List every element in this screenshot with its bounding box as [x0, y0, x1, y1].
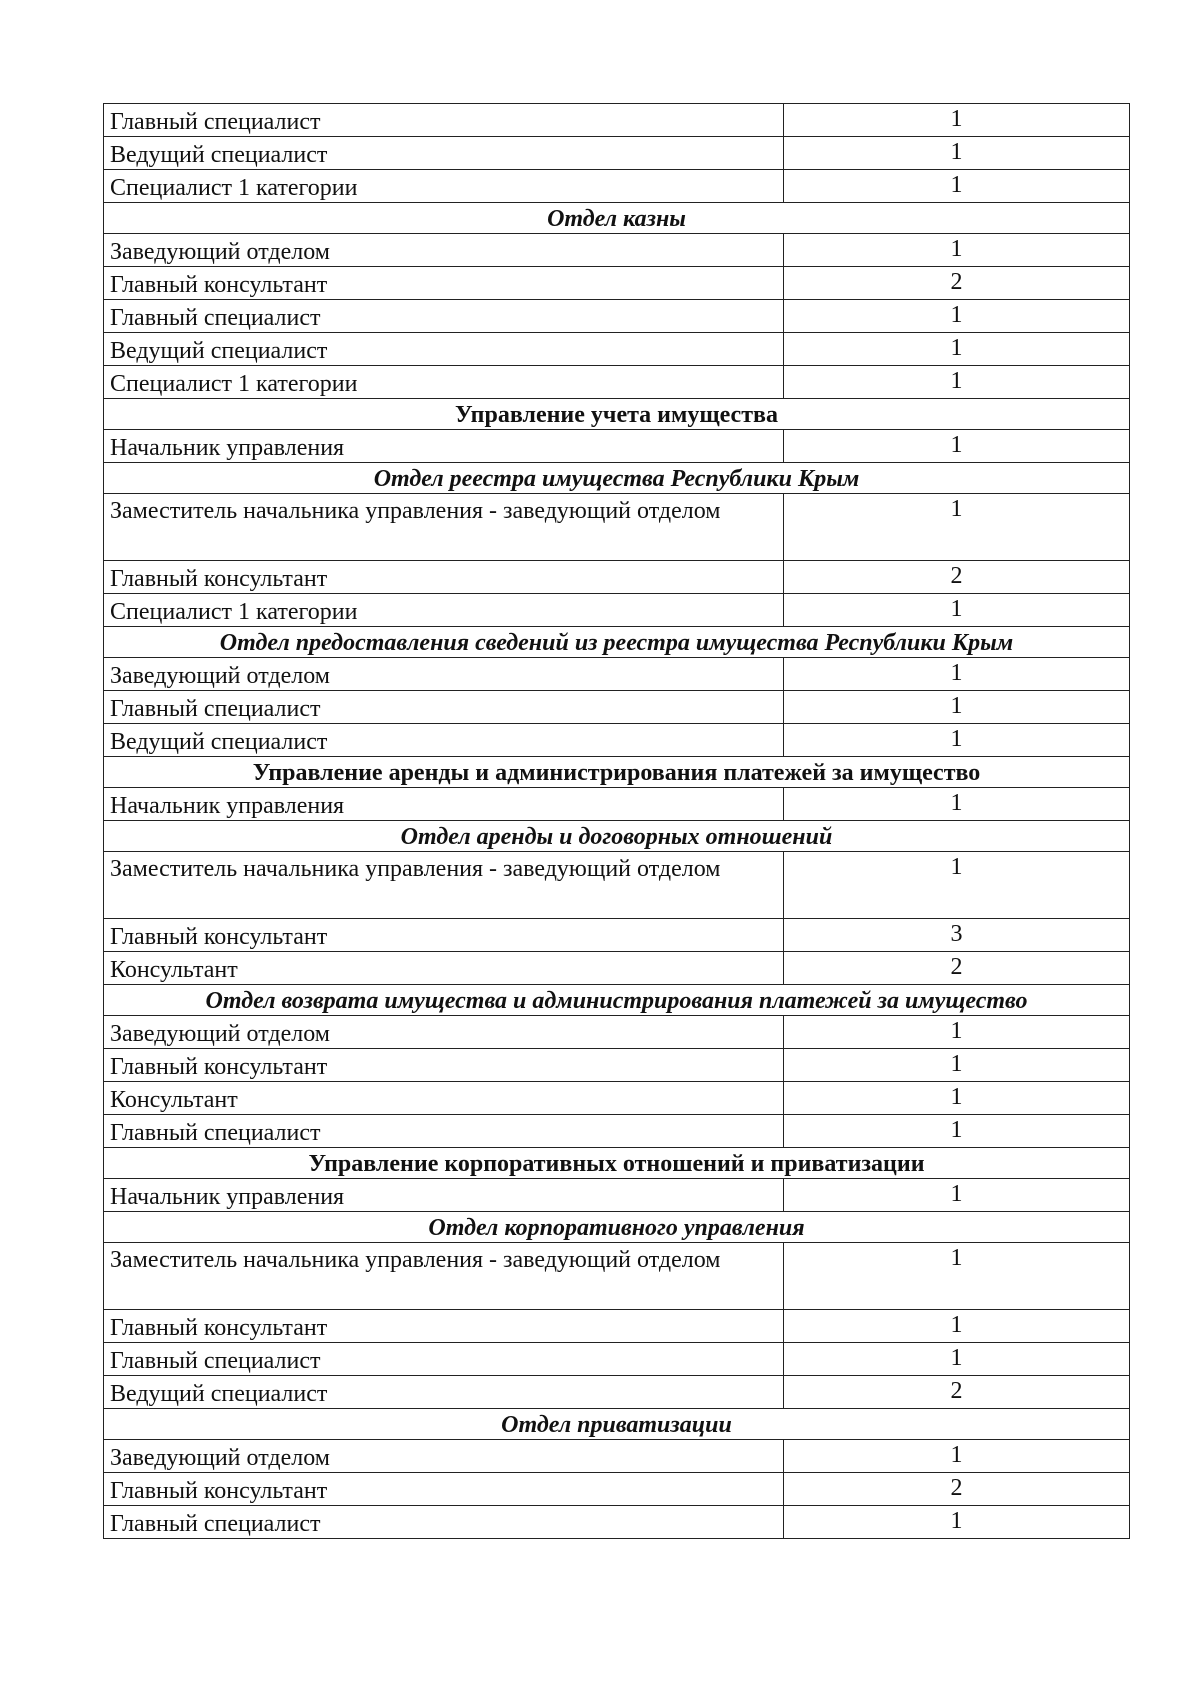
table-row	[104, 333, 1130, 366]
position-title-cell: Главный консультант	[104, 919, 784, 952]
staffing-table	[103, 103, 1130, 1539]
position-title-cell: Начальник управления	[104, 1179, 784, 1212]
department-title: Отдел казны	[104, 203, 1130, 234]
table-row	[104, 267, 1130, 300]
table-row	[104, 170, 1130, 203]
staff-count-cell: 1	[784, 430, 1130, 463]
table-row	[104, 104, 1130, 137]
department-title: Отдел аренды и договорных отношений	[104, 821, 1130, 852]
position-title-cell: Специалист 1 категории	[104, 594, 784, 627]
staff-count-cell: 1	[784, 1243, 1130, 1310]
staff-count-cell: 1	[784, 1082, 1130, 1115]
position-title-cell: Главный специалист	[104, 1506, 784, 1539]
section-header-row	[104, 1148, 1130, 1179]
staff-count-cell: 1	[784, 234, 1130, 267]
table-row	[104, 300, 1130, 333]
position-title-cell: Заместитель начальника управления - заведующий отделом	[104, 1243, 784, 1310]
position-title-cell: Главный консультант	[104, 1049, 784, 1082]
position-title-cell: Главный консультант	[104, 561, 784, 594]
table-row	[104, 1343, 1130, 1376]
staff-count-cell: 1	[784, 1049, 1130, 1082]
staff-count-cell: 1	[784, 494, 1130, 561]
section-header-row	[104, 985, 1130, 1016]
table-row	[104, 366, 1130, 399]
section-header-row	[104, 399, 1130, 430]
position-title-cell: Главный специалист	[104, 1343, 784, 1376]
staff-count-cell: 1	[784, 594, 1130, 627]
staff-count-cell: 1	[784, 658, 1130, 691]
directorate-title: Управление учета имущества	[104, 399, 1130, 430]
staff-count-cell: 2	[784, 561, 1130, 594]
staff-count-cell: 3	[784, 919, 1130, 952]
table-row	[104, 852, 1130, 919]
table-row	[104, 1310, 1130, 1343]
directorate-title: Управление аренды и администрирования платежей за имущество	[104, 757, 1130, 788]
table-row	[104, 1506, 1130, 1539]
staff-count-cell: 1	[784, 300, 1130, 333]
staff-count-cell: 1	[784, 333, 1130, 366]
staff-count-cell: 2	[784, 267, 1130, 300]
staff-count-cell: 1	[784, 137, 1130, 170]
table-row	[104, 1376, 1130, 1409]
staff-count-cell: 2	[784, 1376, 1130, 1409]
table-row	[104, 1473, 1130, 1506]
staff-count-cell: 1	[784, 1343, 1130, 1376]
table-row	[104, 658, 1130, 691]
section-header-row	[104, 1409, 1130, 1440]
table-row	[104, 594, 1130, 627]
staff-count-cell: 1	[784, 1310, 1130, 1343]
position-title-cell: Главный специалист	[104, 691, 784, 724]
position-title-cell: Специалист 1 категории	[104, 170, 784, 203]
staff-count-cell: 1	[784, 788, 1130, 821]
position-title-cell: Ведущий специалист	[104, 333, 784, 366]
section-header-row	[104, 203, 1130, 234]
position-title-cell: Консультант	[104, 952, 784, 985]
department-title: Отдел реестра имущества Республики Крым	[104, 463, 1130, 494]
staff-count-cell: 1	[784, 170, 1130, 203]
staff-count-cell: 1	[784, 366, 1130, 399]
section-header-row	[104, 821, 1130, 852]
position-title-cell: Заместитель начальника управления - заведующий отделом	[104, 494, 784, 561]
position-title-cell: Заместитель начальника управления - заведующий отделом	[104, 852, 784, 919]
position-title-cell: Главный консультант	[104, 267, 784, 300]
table-row	[104, 1082, 1130, 1115]
position-title-cell: Специалист 1 категории	[104, 366, 784, 399]
table-row	[104, 919, 1130, 952]
staff-count-cell: 1	[784, 1506, 1130, 1539]
department-title: Отдел возврата имущества и администрирования платежей за имущество	[104, 985, 1130, 1016]
department-title: Отдел корпоративного управления	[104, 1212, 1130, 1243]
staff-count-cell: 1	[784, 691, 1130, 724]
directorate-title: Управление корпоративных отношений и приватизации	[104, 1148, 1130, 1179]
staff-count-cell: 1	[784, 852, 1130, 919]
staff-count-cell: 1	[784, 1115, 1130, 1148]
table-row	[104, 691, 1130, 724]
position-title-cell: Главный консультант	[104, 1473, 784, 1506]
table-row	[104, 724, 1130, 757]
staff-count-cell: 1	[784, 1179, 1130, 1212]
section-header-row	[104, 1212, 1130, 1243]
position-title-cell: Консультант	[104, 1082, 784, 1115]
position-title-cell: Заведующий отделом	[104, 658, 784, 691]
table-row	[104, 430, 1130, 463]
staff-count-cell: 1	[784, 1440, 1130, 1473]
table-row	[104, 137, 1130, 170]
section-header-row	[104, 463, 1130, 494]
table-row	[104, 561, 1130, 594]
position-title-cell: Ведущий специалист	[104, 724, 784, 757]
staffing-table-body	[104, 104, 1130, 1539]
position-title-cell: Ведущий специалист	[104, 1376, 784, 1409]
table-row	[104, 494, 1130, 561]
table-row	[104, 1016, 1130, 1049]
position-title-cell: Заведующий отделом	[104, 1016, 784, 1049]
staff-count-cell: 1	[784, 104, 1130, 137]
position-title-cell: Главный специалист	[104, 300, 784, 333]
staff-count-cell: 2	[784, 1473, 1130, 1506]
position-title-cell: Главный специалист	[104, 1115, 784, 1148]
table-row	[104, 788, 1130, 821]
table-row	[104, 1115, 1130, 1148]
table-row	[104, 1049, 1130, 1082]
staff-count-cell: 2	[784, 952, 1130, 985]
position-title-cell: Начальник управления	[104, 788, 784, 821]
position-title-cell: Заведующий отделом	[104, 234, 784, 267]
table-row	[104, 234, 1130, 267]
staff-count-cell: 1	[784, 1016, 1130, 1049]
position-title-cell: Главный специалист	[104, 104, 784, 137]
table-row	[104, 1440, 1130, 1473]
table-row	[104, 1243, 1130, 1310]
position-title-cell: Начальник управления	[104, 430, 784, 463]
staff-count-cell: 1	[784, 724, 1130, 757]
position-title-cell: Заведующий отделом	[104, 1440, 784, 1473]
department-title: Отдел приватизации	[104, 1409, 1130, 1440]
position-title-cell: Ведущий специалист	[104, 137, 784, 170]
department-title: Отдел предоставления сведений из реестра имущества Республики Крым	[104, 627, 1130, 658]
table-row	[104, 1179, 1130, 1212]
position-title-cell: Главный консультант	[104, 1310, 784, 1343]
table-row	[104, 952, 1130, 985]
section-header-row	[104, 627, 1130, 658]
section-header-row	[104, 757, 1130, 788]
